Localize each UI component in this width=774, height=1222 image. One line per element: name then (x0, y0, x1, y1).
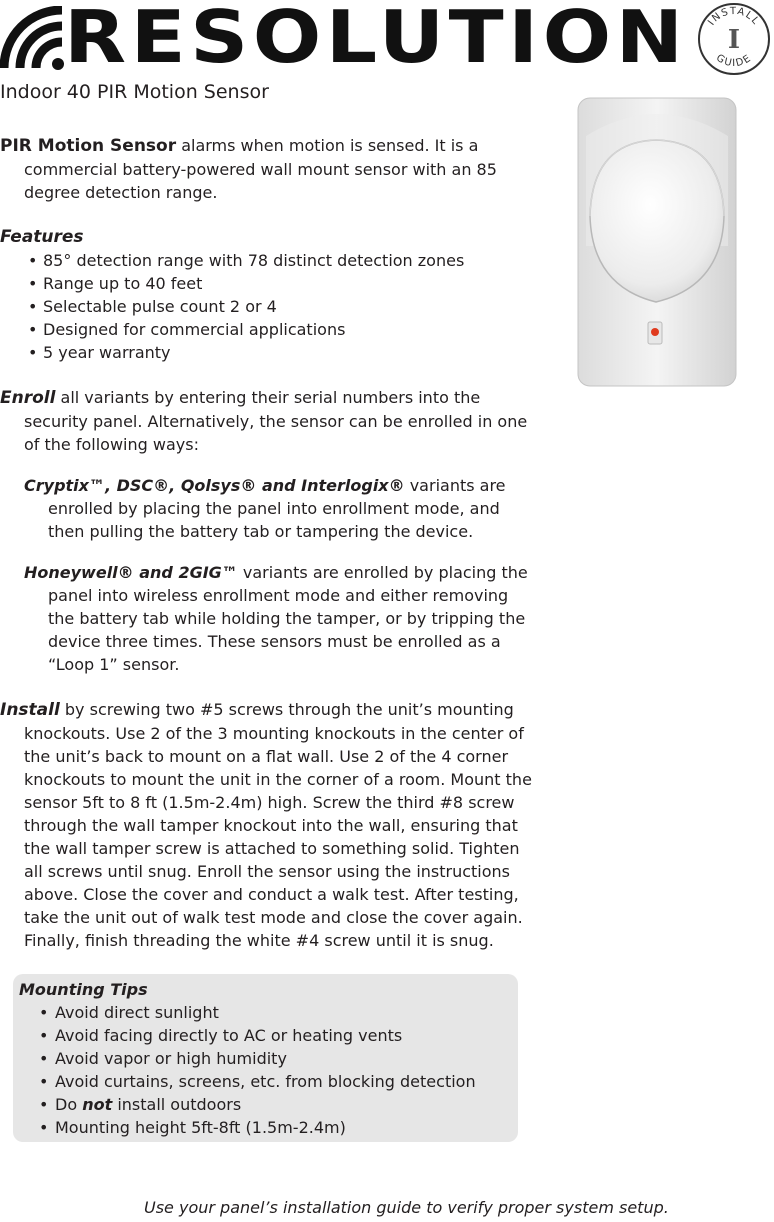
resolution-logo (0, 0, 688, 80)
enroll-variant-1: Cryptix™, DSC®, Qolsys® and Interlogix® variants are enrolled by placing the panel into enrollment mode, and then pulling the battery tab or tampering the device. (24, 476, 506, 541)
list-item: • Do not install outdoors (39, 1095, 242, 1114)
install-guide-badge (697, 2, 771, 76)
logo-wordmark: RESOLUTION (64, 0, 688, 79)
badge-top-text: INSTALL (706, 5, 762, 28)
led-indicator (651, 328, 659, 336)
main-content (0, 134, 535, 952)
list-item: • Avoid vapor or high humidity (39, 1049, 287, 1068)
install-paragraph (0, 698, 535, 952)
list-item: • Designed for commercial applications (28, 320, 346, 339)
footer-note: Use your panel’s installation guide to verify proper system setup. (144, 1198, 669, 1217)
list-item: • Selectable pulse count 2 or 4 (28, 297, 277, 316)
list-item: • Avoid facing directly to AC or heating vents (39, 1026, 403, 1045)
list-item: • Avoid curtains, screens, etc. from blocking detection (39, 1072, 476, 1091)
motion-sensor-image (572, 96, 740, 388)
list-item: • Range up to 40 feet (28, 274, 203, 293)
install-text: by screwing two #5 screws through the unit’s mounting knockouts. Use 2 of the 3 mounting knockouts in the center of the unit’s back to mount on a flat wall. Use 2 of the 4 corner knockouts to mount the unit in the corner of a room. Mount the sensor 5ft to 8 ft (1.5m-2.4m) high. Screw the third #8 screw through the wall tamper knockout into the wall, ensuring that the wall tamper screw is attached to something solid. Tighten all screws until snug. Enroll the sensor using the instructions above. Close the cover and conduct a walk test. After testing, take the unit out of walk test mode and close the cover again. Finally, finish threading the white #4 screw until it is snug. (24, 700, 532, 950)
features-title: Features (0, 227, 84, 247)
install-lead: Install (0, 700, 60, 720)
enroll-lead: Enroll (0, 388, 56, 408)
intro-text: alarms when motion is sensed. It is a commercial battery-powered wall mount sensor with an 85 degree detection range. (24, 136, 497, 202)
enroll-variant-2: Honeywell® and 2GIG™ variants are enrolled by placing the panel into wireless enrollment mode and either removing the battery tab while holding the tamper, or by tripping the device three times. These sensors must be enrolled as a “Loop 1” sensor. (24, 563, 528, 674)
enroll-text: all variants by entering their serial numbers into the security panel. Alternatively, the sensor can be enrolled in one of the following ways: (24, 388, 528, 454)
page-subtitle: Indoor 40 PIR Motion Sensor (0, 81, 269, 103)
list-item: • 85° detection range with 78 distinct detection zones (28, 251, 465, 270)
tips-list (13, 1001, 513, 1139)
signal-waves-icon (0, 6, 66, 72)
tips-title: Mounting Tips (19, 980, 148, 999)
badge-letter: I (727, 25, 741, 55)
list-item: • Mounting height 5ft-8ft (1.5m-2.4m) (39, 1118, 346, 1137)
list-item: • Avoid direct sunlight (39, 1003, 219, 1022)
list-item: • 5 year warranty (28, 343, 171, 362)
intro-paragraph (0, 134, 535, 204)
features-list (0, 249, 535, 364)
badge-bottom-text: GUIDE (714, 52, 754, 70)
enroll-paragraph (0, 386, 535, 456)
mounting-tips-box (13, 974, 518, 1142)
intro-lead: PIR Motion Sensor (0, 136, 177, 156)
